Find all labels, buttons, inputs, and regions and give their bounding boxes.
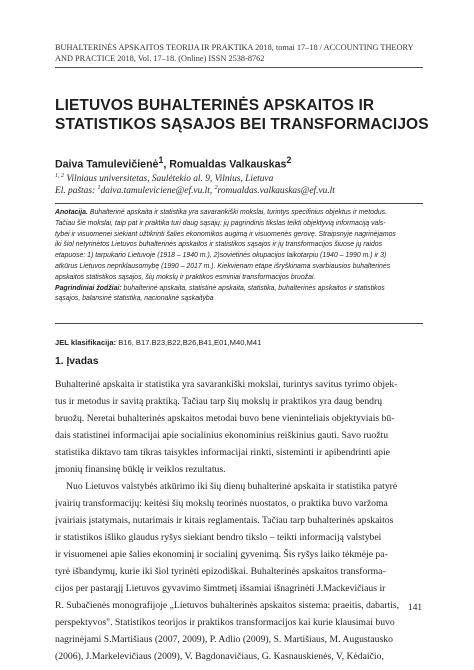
abstract-block (55, 208, 423, 305)
abstract-line: atkūrus Lietuvos nepriklausomybę (1990 – 2017 m.). Kiekvienam etape išryškinama svarbiausios buhalterinės (55, 262, 391, 270)
email-link[interactable]: daiva.tamuleviciene@ef.vu.lt (100, 186, 210, 197)
running-head-line: BUHALTERINĖS APSKAITOS TEORIJA IR PRAKTIKA 2018, tomai 17–18 / ACCOUNTING THEORY (55, 43, 414, 52)
abstract-top-rule (55, 203, 423, 204)
body-line: įvairiais įstatymais, nutarimais ir kitais reglamentais. Tačiau tarp buhalterinės apskaitos (55, 515, 394, 526)
author-name: Romualdas Valkauskas (169, 158, 287, 171)
affiliation-sup: 1, 2 (55, 173, 64, 179)
email-sup: 2 (214, 185, 218, 191)
email-line (55, 182, 423, 197)
running-head-line: AND PRACTICE 2018, Vol. 17–18. (Online) ISSN 2538-8762 (55, 54, 265, 63)
abstract-line: etapuose: 1) tarpukario Lietuvoje (1918 – 1940 m.), 2)sovietinės okupacijos laikotarpiu (1940 – 1990 m.) ir 3) (55, 252, 387, 260)
author-name: Daiva Tamulevičienė (55, 158, 159, 171)
abstract-bottom-rule (55, 323, 423, 324)
author-sup: 1 (158, 155, 164, 165)
body-line: (2006), J.Markelevičiaus (2009), V. Bagdonavičiaus, G. Kasnauskienės, V, Kėdaičio, (55, 651, 384, 662)
abstract-line: tybei ir visuomenei siekiant užtikrinti šalies ekonomikos augimą ir visuomenės gerovę. Straipsnyje nagrinėjamos (55, 230, 396, 238)
abstract-line: apskaitos statistikos sąsajos, šių mokslų ir praktikos esminiai transformacijos bruožai. (55, 273, 316, 281)
body-line: ir visuomenei apie šalies ekonominį ir socialinį gyvenimą. Šis ryšys laiko tėkmėje pa- (55, 549, 388, 560)
keywords-line: Pagrindiniai žodžiai: buhalterinė apskaita, statistinė apskaita, statistika, buhalterinės apskaitos ir statistikos (55, 284, 385, 292)
section-heading: 1. Įvadas (55, 356, 99, 367)
author-separator: , (163, 158, 170, 171)
body-line: Buhalterinė apskaita ir statistika yra savarankiški mokslai, turintys savitus tyrimo objek- (55, 379, 398, 390)
author-list (55, 154, 423, 172)
body-line: perspektyvos". Statistikos teorijos ir praktikos transformacijos kai kurie klausimai buvo (55, 617, 395, 628)
keywords-line: sąsajos, balansinė statistika, nacionalinė sąskaityba (55, 295, 214, 303)
abstract-line: iki šiol netyrinėtos Lietuvos buhalterinės apskaitos ir statistikos sąsajos ir jų transformacijos šiuose jų raidos (55, 241, 383, 249)
affiliation-text: Vilniaus universitetas, Saulėtekio al. 9, Vilnius, Lietuva (64, 174, 274, 185)
email-separator: , (209, 186, 215, 197)
body-line: cijos per pastarąjį Lietuvos gyvavimo šimtmetį išsamiai išnagrinėti J.Mackevičiaus ir (55, 583, 386, 594)
abstract-line: Anotacija. Buhalterinė apskaita ir statistika yra savarankiški mokslai, turintys specifinius objektus ir metodus. (55, 209, 388, 216)
body-text (55, 376, 423, 665)
jel-classification (55, 338, 423, 347)
body-line: įvairių transformacijų: keitėsi šių mokslų teorinės nuostatos, o praktika buvo varžoma (55, 498, 388, 509)
email-link[interactable]: romualdas.valkauskas@ef.vu.lt (217, 186, 335, 197)
body-line: ir statistikos išliko glaudus ryšys siekiant bendro tikslo – teikti informaciją valstybei (55, 532, 382, 543)
jel-codes: B16, B17.B23,B22,B26,B41,E01,M40,M41 (116, 338, 262, 347)
body-line: Nuo Lietuvos valstybės atkūrimo iki šių dienų buhalterinė apskaita ir statistika patyrė (66, 481, 398, 492)
body-line: nagrinėjami S.Martišiaus (2007, 2009), P. Adlio (2009), S. Martišiaus, M. Augustausko (55, 634, 393, 645)
email-sup: 1 (97, 185, 101, 191)
keywords-label: Pagrindiniai žodžiai: (55, 284, 122, 292)
running-head (55, 42, 423, 64)
body-line: R. Subačienės monografijoje „Lietuvos buhalterinės apskaitos sistema: praeitis, dabartis, (55, 600, 400, 611)
paper-title (55, 96, 429, 134)
body-line: statistika diktavo tam tikras taisykles informacijai rinkti, sisteminti ir apibendrinti apie (55, 447, 390, 458)
body-line: bruožų. Neretai buhalterinės apskaitos metodai buvo bene vieninteliais objektyviais bū- (55, 413, 395, 424)
abstract-line: Tačiau šie mokslai, taip pat ir praktika turi daug sąsajų: jų pagrindinis tikslas teikti objektyvią informaciją vals- (55, 219, 386, 227)
title-line: STATISTIKOS SĄSAJOS BEI TRANSFORMACIJOS (55, 116, 429, 133)
body-line: tus ir metodus ir savitą praktiką. Tačiau tarp šių mokslų ir praktikos yra daug bendrų (55, 396, 383, 407)
body-line: įmonių finansinę būklę ir veiklos rezultatus. (55, 464, 226, 475)
jel-label: JEL klasifikacija: (55, 338, 117, 347)
header-divider (55, 67, 423, 68)
abstract-label: Anotacija. (55, 209, 88, 216)
body-line: tyrė išbandymų, kurie iki šiol tyrinėti epizodiškai. Buhalterinės apskaitos transforma- (55, 566, 386, 577)
title-line: LIETUVOS BUHALTERINĖS APSKAITOS IR (55, 97, 375, 114)
author-sup: 2 (286, 155, 292, 165)
body-line: dais statistinei informacijai apie socialinius ekonominius reiškinius gauti. Savo ruožtu (55, 430, 389, 441)
page-number: 141 (408, 603, 422, 613)
email-label: El. paštas: (55, 186, 98, 197)
